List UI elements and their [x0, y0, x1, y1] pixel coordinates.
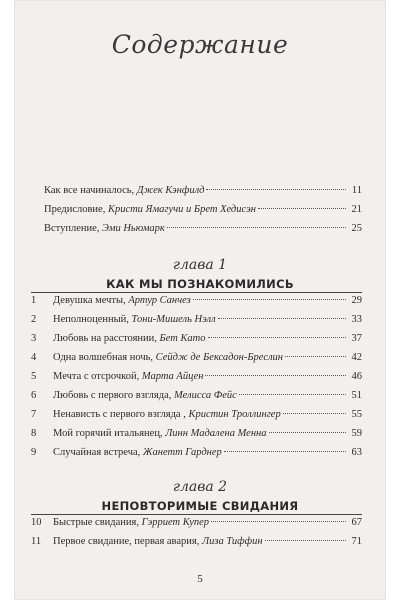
entry-page: 51 — [351, 390, 362, 401]
entry-page: 67 — [351, 517, 362, 528]
dot-leader — [208, 337, 347, 338]
entry-author: Бет Като — [159, 333, 206, 344]
toc-entry[interactable] — [44, 202, 362, 218]
entry-page: 21 — [351, 204, 362, 215]
entry-author: Артур Санчез — [128, 295, 191, 306]
toc-entry[interactable] — [31, 515, 362, 531]
entry-page: 33 — [351, 314, 362, 325]
toc-entry[interactable] — [44, 221, 362, 237]
entry-number: 6 — [31, 390, 37, 401]
book-page — [14, 0, 386, 600]
entry-author: Эми Ньюмарк — [102, 223, 165, 234]
dot-leader — [285, 356, 346, 357]
entry-page: 11 — [351, 185, 362, 196]
entry-title: Как все начиналось, — [44, 185, 135, 196]
dot-leader — [218, 318, 346, 319]
entry-title: Любовь на расстоянии, — [53, 333, 157, 344]
entry-number: 4 — [31, 352, 37, 363]
dot-leader — [206, 189, 346, 190]
toc-entry[interactable] — [31, 407, 362, 423]
entry-title: Мечта с отсрочкой, — [53, 371, 140, 382]
entry-page: 63 — [351, 447, 362, 458]
dot-leader — [239, 394, 346, 395]
toc-entry[interactable] — [31, 312, 362, 328]
dot-leader — [269, 432, 346, 433]
entry-number: 11 — [31, 536, 42, 547]
chapter-label: глава 2 — [172, 479, 228, 495]
page-number: 5 — [197, 573, 203, 585]
entry-author: Тони-Мишель Нэлл — [131, 314, 216, 325]
entry-author: Джек Кэнфилд — [136, 185, 205, 196]
entry-number: 3 — [31, 333, 37, 344]
page-title: Содержание — [111, 30, 289, 59]
entry-title: Первое свидание, первая авария, — [53, 536, 200, 547]
entry-title: Случайная встреча, — [53, 447, 141, 458]
dot-leader — [211, 521, 346, 522]
entry-title: Одна волшебная ночь, — [53, 352, 154, 363]
entry-number: 2 — [31, 314, 37, 325]
entry-author: Кристин Троллингер — [188, 409, 281, 420]
entry-title: Ненависть с первого взгляда , — [53, 409, 186, 420]
chapter-title: НЕПОВТОРИМЫЕ СВИДАНИЯ — [101, 499, 299, 513]
entry-page: 55 — [351, 409, 362, 420]
dot-leader — [258, 208, 346, 209]
toc-entry[interactable] — [31, 331, 362, 347]
entry-page: 29 — [351, 295, 362, 306]
entry-title: Вступление, — [44, 223, 100, 234]
entry-author: Мелисса Фейс — [174, 390, 237, 401]
dot-leader — [167, 227, 346, 228]
entry-author: Линн Мадалена Менна — [165, 428, 267, 439]
entry-title: Предисловие, — [44, 204, 106, 215]
toc-entry[interactable] — [31, 534, 362, 550]
dot-leader — [193, 299, 346, 300]
toc-entry[interactable] — [31, 388, 362, 404]
entry-page: 46 — [351, 371, 362, 382]
entry-number: 10 — [31, 517, 42, 528]
entry-page: 71 — [351, 536, 362, 547]
entry-title: Мой горячий итальянец, — [53, 428, 163, 439]
toc-entry[interactable] — [31, 369, 362, 385]
dot-leader — [224, 451, 346, 452]
toc-entry[interactable] — [44, 183, 362, 199]
dot-leader — [205, 375, 346, 376]
entry-title: Девушка мечты, — [53, 295, 126, 306]
entry-page: 42 — [351, 352, 362, 363]
chapter-label: глава 1 — [172, 257, 228, 273]
entry-author: Марта Айцен — [141, 371, 204, 382]
entry-number: 8 — [31, 428, 37, 439]
entry-page: 59 — [351, 428, 362, 439]
entry-author: Гэрриет Купер — [141, 517, 210, 528]
entry-number: 7 — [31, 409, 37, 420]
entry-title: Любовь с первого взгляда, — [53, 390, 172, 401]
entry-title: Неполноценный, — [53, 314, 129, 325]
toc-entry[interactable] — [31, 445, 362, 461]
entry-author: Кристи Ямагучи и Брет Хедисэн — [107, 204, 256, 215]
entry-author: Сейдж де Бексадон-Бреслин — [155, 352, 284, 363]
toc-entry[interactable] — [31, 293, 362, 309]
entry-author: Лиза Тиффин — [201, 536, 263, 547]
toc-entry[interactable] — [31, 350, 362, 366]
chapter-title: КАК МЫ ПОЗНАКОМИЛИСЬ — [106, 277, 294, 291]
entry-number: 9 — [31, 447, 37, 458]
entry-page: 37 — [351, 333, 362, 344]
dot-leader — [283, 413, 346, 414]
entry-title: Быстрые свидания, — [53, 517, 139, 528]
entry-page: 25 — [351, 223, 362, 234]
entry-author: Жанетт Гарднер — [142, 447, 222, 458]
dot-leader — [265, 540, 346, 541]
entry-number: 5 — [31, 371, 37, 382]
toc-entry[interactable] — [31, 426, 362, 442]
entry-number: 1 — [31, 295, 37, 306]
